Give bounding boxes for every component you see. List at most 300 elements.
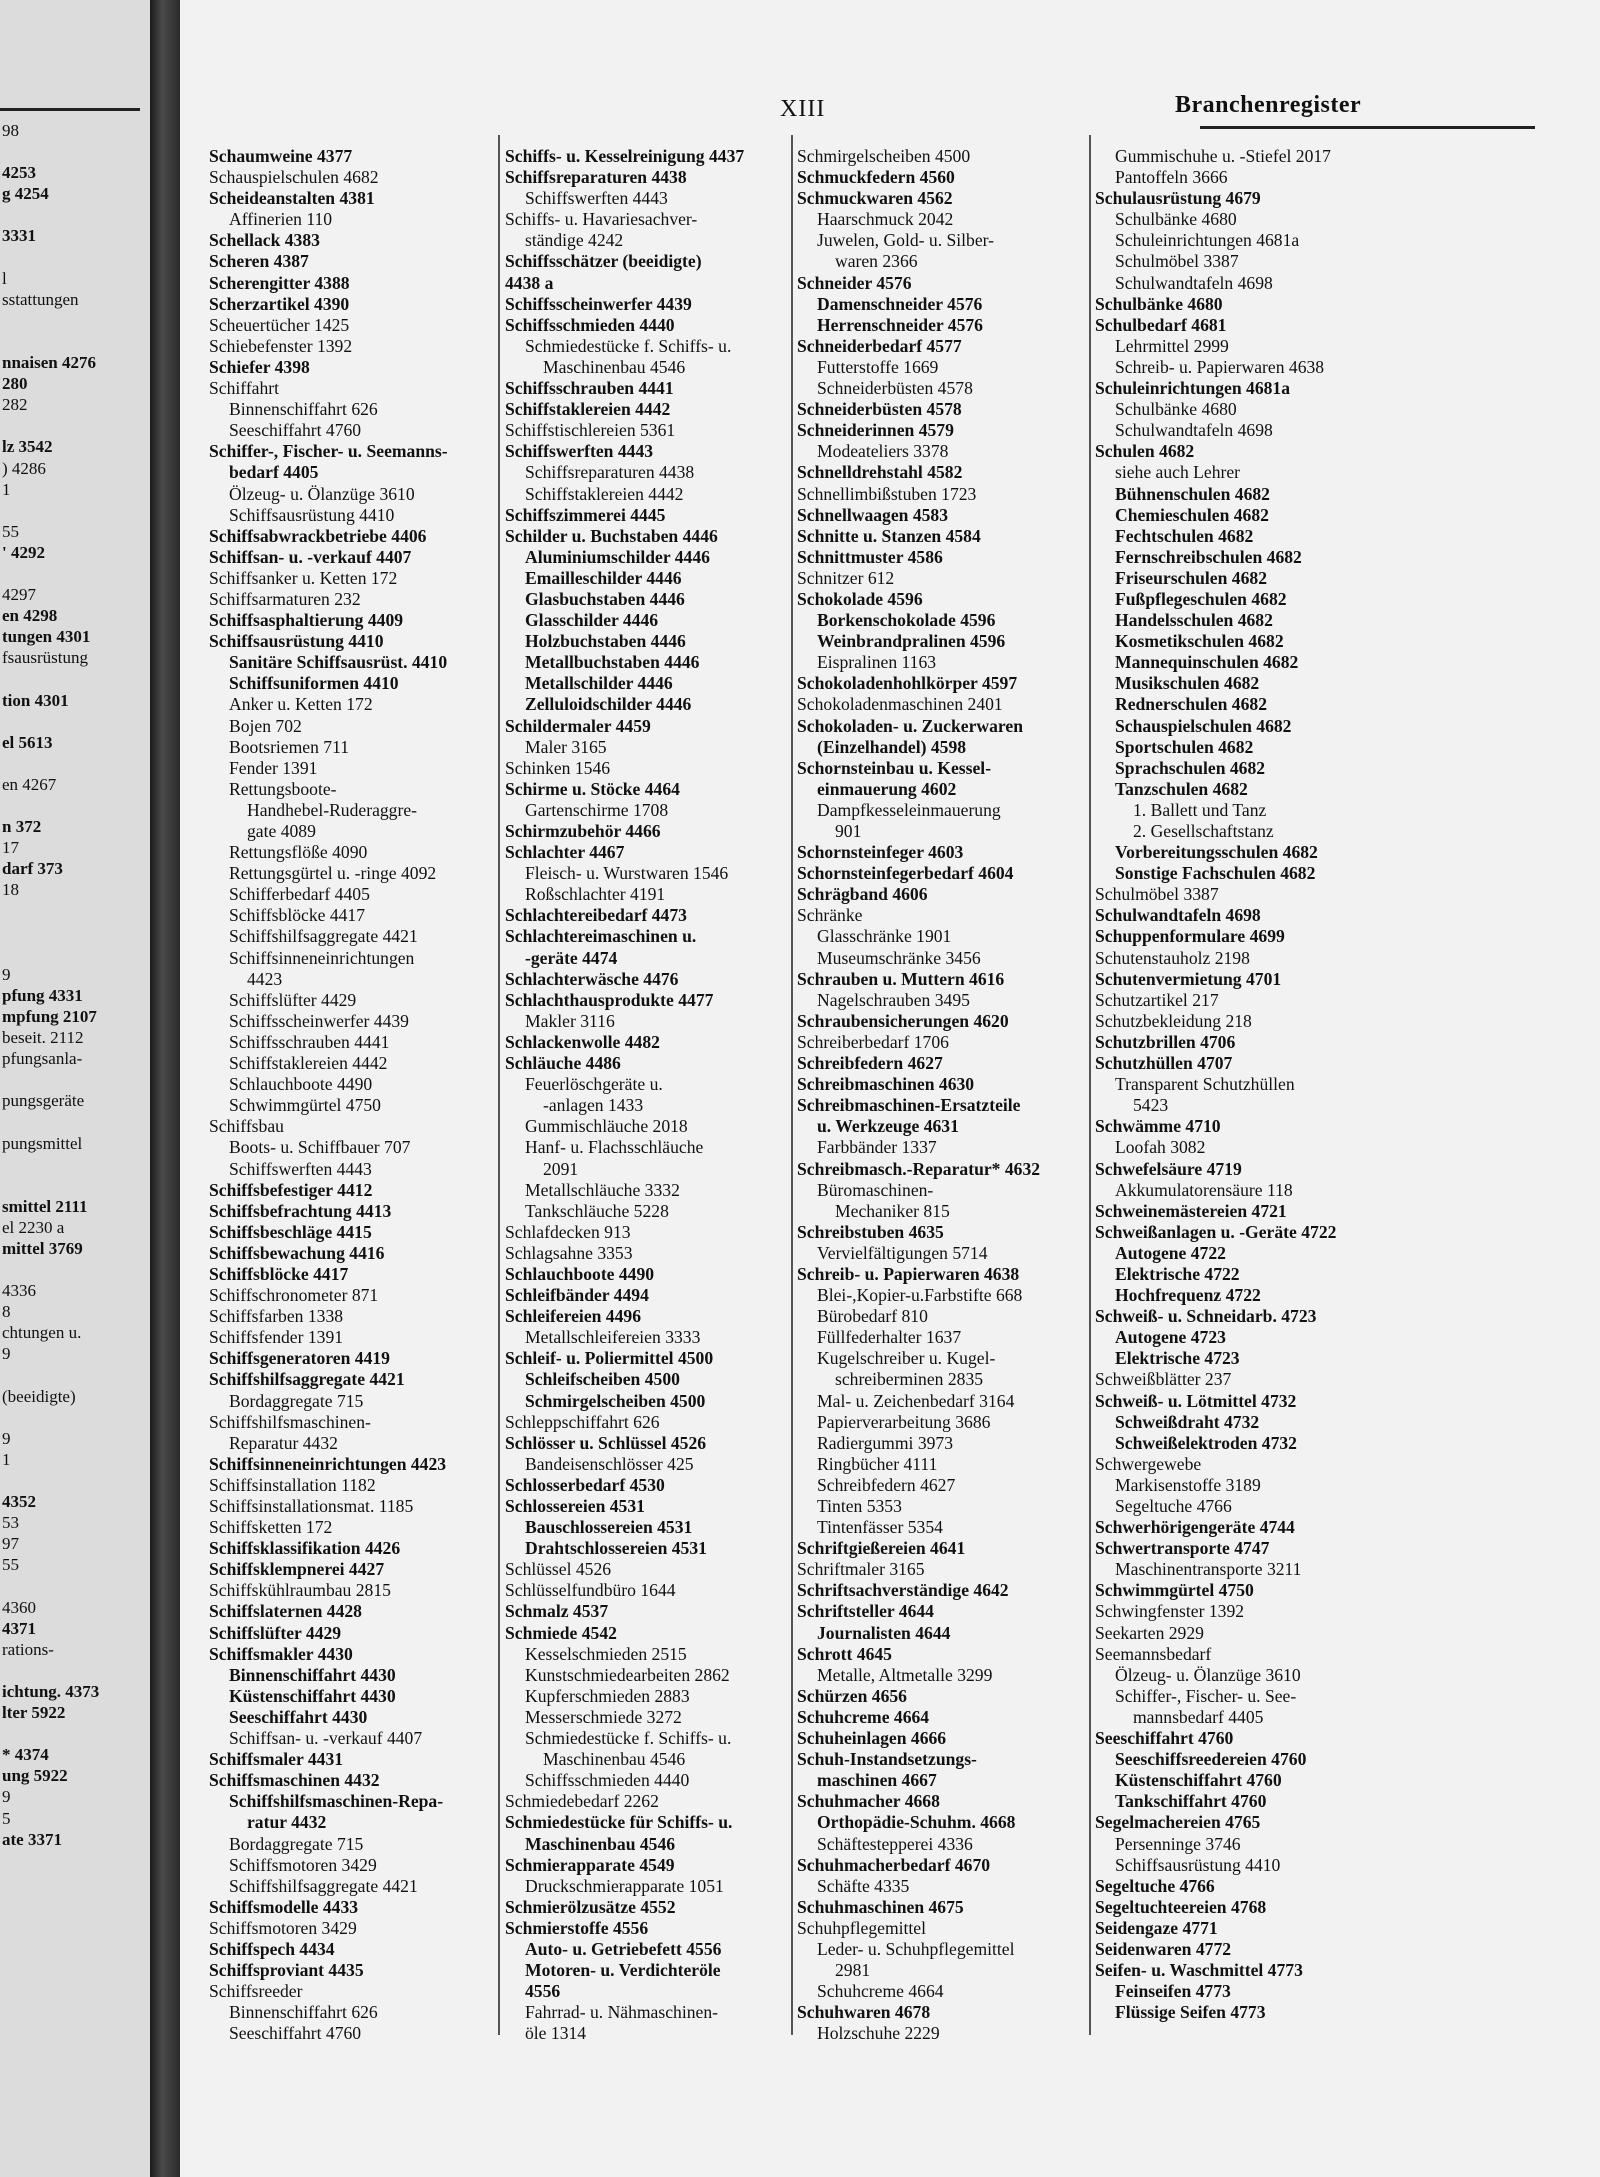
index-entry: Schmuckwaren 4562 xyxy=(797,188,953,209)
index-subentry: Binnenschiffahrt 626 xyxy=(229,2002,378,2023)
index-subentry: Fender 1391 xyxy=(229,757,318,778)
index-subentry: Schwimmgürtel 4750 xyxy=(229,1095,381,1116)
index-subentry: Maschinenbau 4546 xyxy=(543,356,686,377)
index-entry: Segeltuchteereien 4768 xyxy=(1095,1896,1267,1917)
index-subentry: Schiffsblöcke 4417 xyxy=(229,905,366,926)
index-entry: Schiffsasphaltierung 4409 xyxy=(209,610,404,631)
register-title: Branchenregister xyxy=(1175,92,1362,118)
index-subentry: u. Werkzeuge 4631 xyxy=(817,1116,959,1137)
index-subentry: Affinerien 110 xyxy=(229,209,333,230)
index-subentry: öle 1314 xyxy=(525,2023,587,2044)
index-subentry: Fernschreibschulen 4682 xyxy=(1115,546,1302,567)
column-divider xyxy=(1089,135,1091,2035)
index-subentry: Leder- u. Schuhpflegemittel xyxy=(817,1938,1015,1959)
index-entry: Schiffsmaler 4431 xyxy=(209,1749,344,1770)
previous-page-line: 4336 xyxy=(2,1281,36,1301)
index-entry: Schaumweine 4377 xyxy=(209,146,353,166)
index-subentry: ständige 4242 xyxy=(525,230,624,251)
index-entry: Schiffsarmaturen 232 xyxy=(209,588,361,609)
index-subentry: Tankschläuche 5228 xyxy=(525,1200,669,1221)
previous-page-line: 4360 xyxy=(2,1597,36,1617)
previous-page-line: en 4298 xyxy=(2,606,58,626)
index-subentry: Handelsschulen 4682 xyxy=(1115,610,1273,631)
index-subentry: Nagelschrauben 3495 xyxy=(817,989,970,1010)
index-entry: Schuhmacherbedarf 4670 xyxy=(797,1854,991,1875)
index-entry: Schuhpflegemittel xyxy=(797,1917,926,1938)
index-entry: Schwertransporte 4747 xyxy=(1095,1538,1270,1559)
index-entry: Schlachtereimaschinen u. xyxy=(505,926,697,947)
index-subentry: Auto- u. Getriebefett 4556 xyxy=(525,1938,722,1959)
previous-page-line: 1 xyxy=(2,479,11,499)
previous-page-line: 5 xyxy=(2,1808,11,1828)
index-subentry: Metalle, Altmetalle 3299 xyxy=(817,1664,993,1685)
index-subentry: Akkumulatorensäure 118 xyxy=(1115,1179,1293,1200)
index-subentry: Schiffshilfsaggregate 4421 xyxy=(229,1875,418,1896)
index-subentry: Metallschilder 4446 xyxy=(525,673,673,694)
index-entry: Schriftsteller 4644 xyxy=(797,1601,934,1622)
index-entry: Schweiß- u. Lötmittel 4732 xyxy=(1095,1390,1297,1411)
index-subentry: Autogene 4722 xyxy=(1115,1242,1226,1263)
index-subentry: Kupferschmieden 2883 xyxy=(525,1685,690,1706)
index-entry: Schuppenformulare 4699 xyxy=(1095,926,1285,947)
index-entry: Schleif- u. Poliermittel 4500 xyxy=(505,1348,714,1369)
index-subentry: 4556 xyxy=(525,1981,561,2002)
index-entry: Seemannsbedarf xyxy=(1095,1643,1212,1664)
index-subentry: Binnenschiffahrt 4430 xyxy=(229,1664,396,1685)
index-subentry: ratur 4432 xyxy=(247,1812,327,1833)
index-entry: Schiffslüfter 4429 xyxy=(209,1622,342,1643)
index-subentry: Schäfte 4335 xyxy=(817,1875,910,1896)
index-subentry: Sanitäre Schiffsausrüst. 4410 xyxy=(229,652,448,673)
index-entry: Schiebefenster 1392 xyxy=(209,335,353,356)
index-entry: Schiffsbefrachtung 4413 xyxy=(209,1200,392,1221)
index-entry: Schneiderbedarf 4577 xyxy=(797,335,962,356)
page-number: XIII xyxy=(780,96,826,122)
index-entry: Schnitzer 612 xyxy=(797,567,895,588)
index-subentry: Schiffsmotoren 3429 xyxy=(229,1854,377,1875)
index-entry: Schreibstuben 4635 xyxy=(797,1221,944,1242)
index-subentry: Füllfederhalter 1637 xyxy=(817,1327,962,1348)
previous-page-line xyxy=(2,1111,142,1132)
index-subentry: Schauspielschulen 4682 xyxy=(1115,715,1292,736)
index-entry: Schornsteinbau u. Kessel- xyxy=(797,757,992,778)
index-entry: Schraubensicherungen 4620 xyxy=(797,1010,1009,1031)
previous-page-line xyxy=(2,1470,142,1491)
index-subentry: Seeschiffahrt 4430 xyxy=(229,1706,368,1727)
index-entry: Schutenstauholz 2198 xyxy=(1095,947,1250,968)
index-subentry: Maschinenbau 4546 xyxy=(543,1749,686,1770)
previous-page-line: 9 xyxy=(2,1344,11,1364)
index-subentry: Gummischuhe u. -Stiefel 2017 xyxy=(1115,146,1331,166)
index-subentry: Seeschiffsreedereien 4760 xyxy=(1115,1749,1307,1770)
previous-page-line: lz 3542 xyxy=(2,437,53,457)
index-entry: Schlagsahne 3353 xyxy=(505,1242,633,1263)
previous-page-line xyxy=(2,1154,142,1175)
previous-page-line: el 2230 a xyxy=(2,1217,65,1237)
index-entry: Schmirgelscheiben 4500 xyxy=(797,146,971,166)
index-subentry: Schulmöbel 3387 xyxy=(1115,251,1239,272)
index-subentry: Schreibfedern 4627 xyxy=(817,1474,956,1495)
index-entry: Schiffs- u. Havariesachver- xyxy=(505,209,698,230)
index-entry: Schiffshilfsaggregate 4421 xyxy=(209,1369,405,1390)
previous-page-line: 55 xyxy=(2,521,19,541)
index-entry: Schweißanlagen u. -Geräte 4722 xyxy=(1095,1221,1337,1242)
index-entry: Segeltuche 4766 xyxy=(1095,1875,1215,1896)
index-entry: Schutenvermietung 4701 xyxy=(1095,968,1282,989)
previous-page-line: 55 xyxy=(2,1555,19,1575)
index-subentry: Mal- u. Zeichenbedarf 3164 xyxy=(817,1390,1015,1411)
index-entry: Schildermaler 4459 xyxy=(505,715,651,736)
index-entry: Schauspielschulen 4682 xyxy=(209,167,379,188)
index-subentry: Schweißelektroden 4732 xyxy=(1115,1432,1297,1453)
index-entry: Schiffsmotoren 3429 xyxy=(209,1917,357,1938)
previous-page-line: nnaisen 4276 xyxy=(2,353,96,373)
index-entry: Schwimmgürtel 4750 xyxy=(1095,1580,1254,1601)
index-entry: Schiffsinneneinrichtungen 4423 xyxy=(209,1453,447,1474)
index-subentry: Anker u. Ketten 172 xyxy=(229,694,373,715)
index-subentry: Küstenschiffahrt 4760 xyxy=(1115,1770,1282,1791)
index-subentry: Handhebel-Ruderaggre- xyxy=(247,799,417,820)
index-subentry: Ölzeug- u. Ölanzüge 3610 xyxy=(1115,1664,1301,1685)
index-subentry: Schiffstaklereien 4442 xyxy=(525,483,684,504)
previous-page-line xyxy=(2,753,142,774)
index-subentry: Fußpflegeschulen 4682 xyxy=(1115,588,1287,609)
previous-page-lines xyxy=(2,120,142,1850)
index-entry: Schlachtereibedarf 4473 xyxy=(505,905,687,926)
index-subentry: Schmiedestücke f. Schiffs- u. xyxy=(525,335,732,356)
index-subentry: Vervielfältigungen 5714 xyxy=(817,1242,988,1263)
index-entry: Schiffsschmieden 4440 xyxy=(505,314,675,335)
index-entry: Schuhmaschinen 4675 xyxy=(797,1896,964,1917)
index-entry: Schokoladenmaschinen 2401 xyxy=(797,694,1003,715)
index-entry: Schornsteinfegerbedarf 4604 xyxy=(797,863,1014,884)
index-subentry: Schiffsschmieden 4440 xyxy=(525,1770,690,1791)
index-entry: Schulausrüstung 4679 xyxy=(1095,188,1261,209)
index-subentry: Tintenfässer 5354 xyxy=(817,1517,943,1538)
index-subentry: Büromaschinen- xyxy=(817,1179,934,1200)
index-entry: Schlachthausprodukte 4477 xyxy=(505,989,714,1010)
index-entry: Schlafdecken 913 xyxy=(505,1221,631,1242)
index-entry: Schulwandtafeln 4698 xyxy=(1095,905,1261,926)
index-subentry: gate 4089 xyxy=(247,821,316,841)
index-subentry: schreiberminen 2835 xyxy=(835,1369,984,1390)
index-entry: Schlachterwäsche 4476 xyxy=(505,968,679,989)
previous-page-line xyxy=(2,1660,142,1681)
index-subentry: Maschinenbau 4546 xyxy=(525,1833,676,1854)
index-subentry: Bandeisenschlösser 425 xyxy=(525,1453,694,1474)
index-subentry: 5423 xyxy=(1133,1095,1169,1116)
index-entry: Schnellimbißstuben 1723 xyxy=(797,483,977,504)
index-subentry: Schäftestepperei 4336 xyxy=(817,1833,973,1854)
index-entry: Schmierstoffe 4556 xyxy=(505,1917,649,1938)
index-entry: Schiffsanker u. Ketten 172 xyxy=(209,567,398,588)
previous-page-line xyxy=(2,711,142,732)
index-subentry: Persenninge 3746 xyxy=(1115,1833,1241,1854)
index-entry: Seeschiffahrt 4760 xyxy=(1095,1728,1234,1749)
index-subentry: -anlagen 1433 xyxy=(543,1095,644,1116)
index-subentry: Ringbücher 4111 xyxy=(817,1453,938,1474)
index-entry: Schiffskühlraumbau 2815 xyxy=(209,1580,391,1601)
index-subentry: Orthopädie-Schuhm. 4668 xyxy=(817,1812,1016,1833)
previous-page-line: 97 xyxy=(2,1534,19,1554)
index-entry: Schiffsreparaturen 4438 xyxy=(505,167,687,188)
previous-page-line xyxy=(2,415,142,436)
index-subentry: Schuleinrichtungen 4681a xyxy=(1115,230,1300,251)
index-subentry: Schiffsreparaturen 4438 xyxy=(525,462,695,483)
index-entry: Schleifbänder 4494 xyxy=(505,1285,649,1306)
index-subentry: Feuerlöschgeräte u. xyxy=(525,1074,663,1095)
index-subentry: Sportschulen 4682 xyxy=(1115,736,1254,757)
index-entry: Schiffsreeder xyxy=(209,1981,303,2002)
previous-page-line: (beeidigte) xyxy=(2,1386,76,1406)
register-page xyxy=(180,0,1600,2177)
index-entry: Schellack 4383 xyxy=(209,230,320,251)
index-subentry: Futterstoffe 1669 xyxy=(817,356,939,377)
index-subentry: Schiffsuniformen 4410 xyxy=(229,673,399,694)
index-entry: Schweinemästereien 4721 xyxy=(1095,1200,1287,1221)
previous-page-line: 9 xyxy=(2,964,11,984)
index-subentry: (Einzelhandel) 4598 xyxy=(817,736,967,757)
index-entry: Schiffer-, Fischer- u. Seemanns- xyxy=(209,441,448,462)
index-subentry: Fechtschulen 4682 xyxy=(1115,525,1254,546)
index-entry: Schnellwaagen 4583 xyxy=(797,504,949,525)
previous-page-line: rations- xyxy=(2,1639,54,1659)
index-subentry: Kosmetikschulen 4682 xyxy=(1115,631,1284,652)
index-subentry: Schreib- u. Papierwaren 4638 xyxy=(1115,356,1325,377)
index-subentry: Metallschläuche 3332 xyxy=(525,1179,680,1200)
index-subentry: Schulwandtafeln 4698 xyxy=(1115,272,1273,293)
previous-page-line: 9 xyxy=(2,1428,11,1448)
previous-page-line xyxy=(2,922,142,943)
index-subentry: Hanf- u. Flachsschläuche xyxy=(525,1137,704,1158)
index-entry: Schiffspech 4434 xyxy=(209,1938,335,1959)
previous-page-line xyxy=(2,1575,142,1596)
index-entry: Schutzbekleidung 218 xyxy=(1095,1010,1252,1031)
previous-page-line: 282 xyxy=(2,395,28,415)
previous-page-line: smittel 2111 xyxy=(2,1196,88,1216)
index-subentry: 901 xyxy=(835,821,862,841)
index-entry: Schreibmaschinen 4630 xyxy=(797,1074,975,1095)
index-subentry: 2091 xyxy=(543,1158,579,1179)
index-subentry: Pantoffeln 3666 xyxy=(1115,167,1228,188)
index-subentry: Schlauchboote 4490 xyxy=(229,1074,373,1095)
index-subentry: Schiffshilfsmaschinen-Repa- xyxy=(229,1791,444,1812)
index-subentry: Bojen 702 xyxy=(229,715,302,736)
index-subentry: Mechaniker 815 xyxy=(835,1200,950,1221)
index-entry: Schiffsklempnerei 4427 xyxy=(209,1559,385,1580)
index-subentry: Seeschiffahrt 4760 xyxy=(229,420,362,441)
column-divider xyxy=(498,135,500,2035)
index-subentry: Schiffsinneneinrichtungen xyxy=(229,947,415,968)
previous-page-line xyxy=(2,943,142,964)
index-entry: Segelmachereien 4765 xyxy=(1095,1812,1261,1833)
index-entry: Schuh-Instandsetzungs- xyxy=(797,1749,977,1770)
previous-page-line: ' 4292 xyxy=(2,542,45,562)
index-entry: Schwefelsäure 4719 xyxy=(1095,1158,1242,1179)
index-subentry: mannsbedarf 4405 xyxy=(1133,1706,1264,1727)
index-subentry: -geräte 4474 xyxy=(525,947,618,968)
previous-page-line: 9 xyxy=(2,1787,11,1807)
index-subentry: Tankschiffahrt 4760 xyxy=(1115,1791,1267,1812)
index-entry: Schwerhörigengeräte 4744 xyxy=(1095,1517,1295,1538)
index-entry: Schwämme 4710 xyxy=(1095,1116,1221,1137)
index-subentry: Museumschränke 3456 xyxy=(817,947,981,968)
index-subentry: Vorbereitungsschulen 4682 xyxy=(1115,842,1318,863)
index-subentry: Radiergummi 3973 xyxy=(817,1432,954,1453)
index-entry: Schiffsausrüstung 4410 xyxy=(209,631,384,652)
index-subentry: Emailleschilder 4446 xyxy=(525,567,682,588)
index-entry: Schleppschiffahrt 626 xyxy=(505,1411,660,1432)
previous-page-line: 1 xyxy=(2,1449,11,1469)
index-subentry: Schmiedestücke f. Schiffs- u. xyxy=(525,1728,732,1749)
index-entry: Schiffsklassifikation 4426 xyxy=(209,1538,401,1559)
index-subentry: Bootsriemen 711 xyxy=(229,736,350,757)
previous-page-line: 53 xyxy=(2,1513,19,1533)
previous-page-line xyxy=(2,1069,142,1090)
index-subentry: Zelluloidschilder 4446 xyxy=(525,694,692,715)
index-entry: Scheideanstalten 4381 xyxy=(209,188,375,209)
index-subentry: Chemieschulen 4682 xyxy=(1115,504,1269,525)
index-subentry: Bühnenschulen 4682 xyxy=(1115,483,1270,504)
index-entry: Schiffsbefestiger 4412 xyxy=(209,1179,373,1200)
index-subentry: Schiffsschrauben 4441 xyxy=(229,1031,390,1052)
index-subentry: Segeltuche 4766 xyxy=(1115,1496,1232,1516)
index-subentry: Papierverarbeitung 3686 xyxy=(817,1411,991,1432)
index-subentry: Schiffsausrüstung 4410 xyxy=(229,504,395,525)
index-subentry: Gummischläuche 2018 xyxy=(525,1116,688,1137)
index-entry: Schokoladen- u. Zuckerwaren xyxy=(797,715,1023,736)
previous-page-line xyxy=(2,331,142,352)
index-column-2 xyxy=(505,146,795,2044)
index-subentry: Schiffstaklereien 4442 xyxy=(229,1053,388,1074)
index-subentry: Blei-,Kopier-u.Farbstifte 668 xyxy=(817,1285,1023,1306)
previous-page-line: tungen 4301 xyxy=(2,627,91,647)
previous-page-line xyxy=(2,1365,142,1386)
previous-page-line xyxy=(2,563,142,584)
index-entry: Schinken 1546 xyxy=(505,757,611,778)
index-entry: Schriftmaler 3165 xyxy=(797,1559,925,1580)
index-entry: Schiffsblöcke 4417 xyxy=(209,1263,349,1284)
index-subentry: Maschinentransporte 3211 xyxy=(1115,1559,1302,1580)
index-entry: Schiffsfender 1391 xyxy=(209,1327,344,1348)
index-subentry: Kunstschmiedearbeiten 2862 xyxy=(525,1664,730,1685)
index-entry: Schürzen 4656 xyxy=(797,1685,907,1706)
index-subentry: 2. Gesellschaftstanz xyxy=(1133,821,1274,841)
index-entry: Schmierölzusätze 4552 xyxy=(505,1896,676,1917)
previous-page-line: * 4374 xyxy=(2,1745,49,1765)
index-subentry: Boots- u. Schiffbauer 707 xyxy=(229,1137,411,1158)
index-entry: Schlossereien 4531 xyxy=(505,1496,645,1516)
index-entry: Schiffsschrauben 4441 xyxy=(505,378,674,399)
previous-page-header-rule xyxy=(0,108,140,111)
index-entry: Seidengaze 4771 xyxy=(1095,1917,1218,1938)
index-subentry: Tinten 5353 xyxy=(817,1496,902,1516)
index-entry: Schiffshilfsmaschinen- xyxy=(209,1411,371,1432)
index-subentry: Binnenschiffahrt 626 xyxy=(229,399,378,420)
index-subentry: Gartenschirme 1708 xyxy=(525,799,669,820)
index-entry: Schiffsproviant 4435 xyxy=(209,1960,364,1981)
previous-page-line: pungsmittel xyxy=(2,1133,83,1153)
index-subentry: Musikschulen 4682 xyxy=(1115,673,1260,694)
index-subentry: Elektrische 4723 xyxy=(1115,1348,1240,1369)
index-subentry: Schuhcreme 4664 xyxy=(817,1981,944,2002)
index-subentry: Schulwandtafeln 4698 xyxy=(1115,420,1273,441)
index-entry: Schiffsinstallation 1182 xyxy=(209,1474,376,1495)
index-subentry: Schifferbedarf 4405 xyxy=(229,884,370,905)
index-subentry: Sonstige Fachschulen 4682 xyxy=(1115,863,1316,884)
index-subentry: Sprachschulen 4682 xyxy=(1115,757,1266,778)
index-entry: Schulbänke 4680 xyxy=(1095,293,1223,314)
previous-page-line xyxy=(2,900,142,921)
index-entry: Schreiberbedarf 1706 xyxy=(797,1031,949,1052)
index-subentry: Mannequinschulen 4682 xyxy=(1115,652,1299,673)
previous-page-line: pungsgeräte xyxy=(2,1091,85,1111)
index-entry: Schiffszimmerei 4445 xyxy=(505,504,666,525)
index-entry: Schuleinrichtungen 4681a xyxy=(1095,378,1291,399)
index-entry: Schiffsan- u. -verkauf 4407 xyxy=(209,546,412,567)
index-entry: Schlüssel 4526 xyxy=(505,1559,612,1580)
index-entry: Scherengitter 4388 xyxy=(209,272,350,293)
previous-page-line: 4371 xyxy=(2,1618,36,1638)
index-subentry: Dampfkesseleinmauerung xyxy=(817,799,1001,820)
index-entry: Schweißblätter 237 xyxy=(1095,1369,1232,1390)
index-entry: Schmiedebedarf 2262 xyxy=(505,1791,659,1812)
previous-page-line: 98 xyxy=(2,121,19,140)
index-subentry: Feinseifen 4773 xyxy=(1115,1981,1231,2002)
index-subentry: Borkenschokolade 4596 xyxy=(817,610,996,631)
previous-page-line xyxy=(2,1175,142,1196)
index-entry: Schiffswerften 4443 xyxy=(505,441,654,462)
index-entry: Schiffsketten 172 xyxy=(209,1517,333,1538)
index-subentry: 2981 xyxy=(835,1960,871,1981)
previous-page-line: sstattungen xyxy=(2,289,79,309)
previous-page-line: g 4254 xyxy=(2,184,49,204)
index-entry: Scherzartikel 4390 xyxy=(209,293,350,314)
index-entry: Schlackenwolle 4482 xyxy=(505,1031,660,1052)
index-entry: Schirmzubehör 4466 xyxy=(505,821,661,841)
previous-page-line xyxy=(2,500,142,521)
index-subentry: Drahtschlossereien 4531 xyxy=(525,1538,707,1559)
previous-page-line xyxy=(2,141,142,162)
previous-page-line: ichtung. 4373 xyxy=(2,1681,100,1701)
index-entry: Schmiede 4542 xyxy=(505,1622,617,1643)
index-entry: Schuhwaren 4678 xyxy=(797,2002,931,2023)
index-column-1 xyxy=(209,146,489,2044)
previous-page-line: en 4267 xyxy=(2,774,57,794)
index-subentry: siehe auch Lehrer xyxy=(1115,462,1241,483)
previous-page-line: fsausrüstung xyxy=(2,648,88,668)
index-subentry: Schiffsan- u. -verkauf 4407 xyxy=(229,1728,423,1749)
index-entry: Schnelldrehstahl 4582 xyxy=(797,462,963,483)
index-subentry: Elektrische 4722 xyxy=(1115,1263,1240,1284)
index-subentry: Makler 3116 xyxy=(525,1010,615,1031)
previous-page-line: el 5613 xyxy=(2,732,53,752)
index-subentry: Herrenschneider 4576 xyxy=(817,314,983,335)
index-entry: Schiffsmaschinen 4432 xyxy=(209,1770,380,1791)
previous-page-line: lter 5922 xyxy=(2,1703,66,1723)
previous-page-line: 4253 xyxy=(2,163,36,183)
index-entry: Schiffsmakler 4430 xyxy=(209,1643,353,1664)
index-entry: Schokolade 4596 xyxy=(797,588,923,609)
index-entry: Schlachter 4467 xyxy=(505,842,625,863)
index-entry: Schlösser u. Schlüssel 4526 xyxy=(505,1432,707,1453)
index-subentry: 1. Ballett und Tanz xyxy=(1133,799,1267,820)
previous-page-line: ate 3371 xyxy=(2,1829,62,1849)
index-subentry: Roßschlachter 4191 xyxy=(525,884,666,905)
previous-page-line xyxy=(2,1723,142,1744)
index-entry: Schiffsbewachung 4416 xyxy=(209,1242,385,1263)
index-entry: Schiffsgeneratoren 4419 xyxy=(209,1348,390,1369)
